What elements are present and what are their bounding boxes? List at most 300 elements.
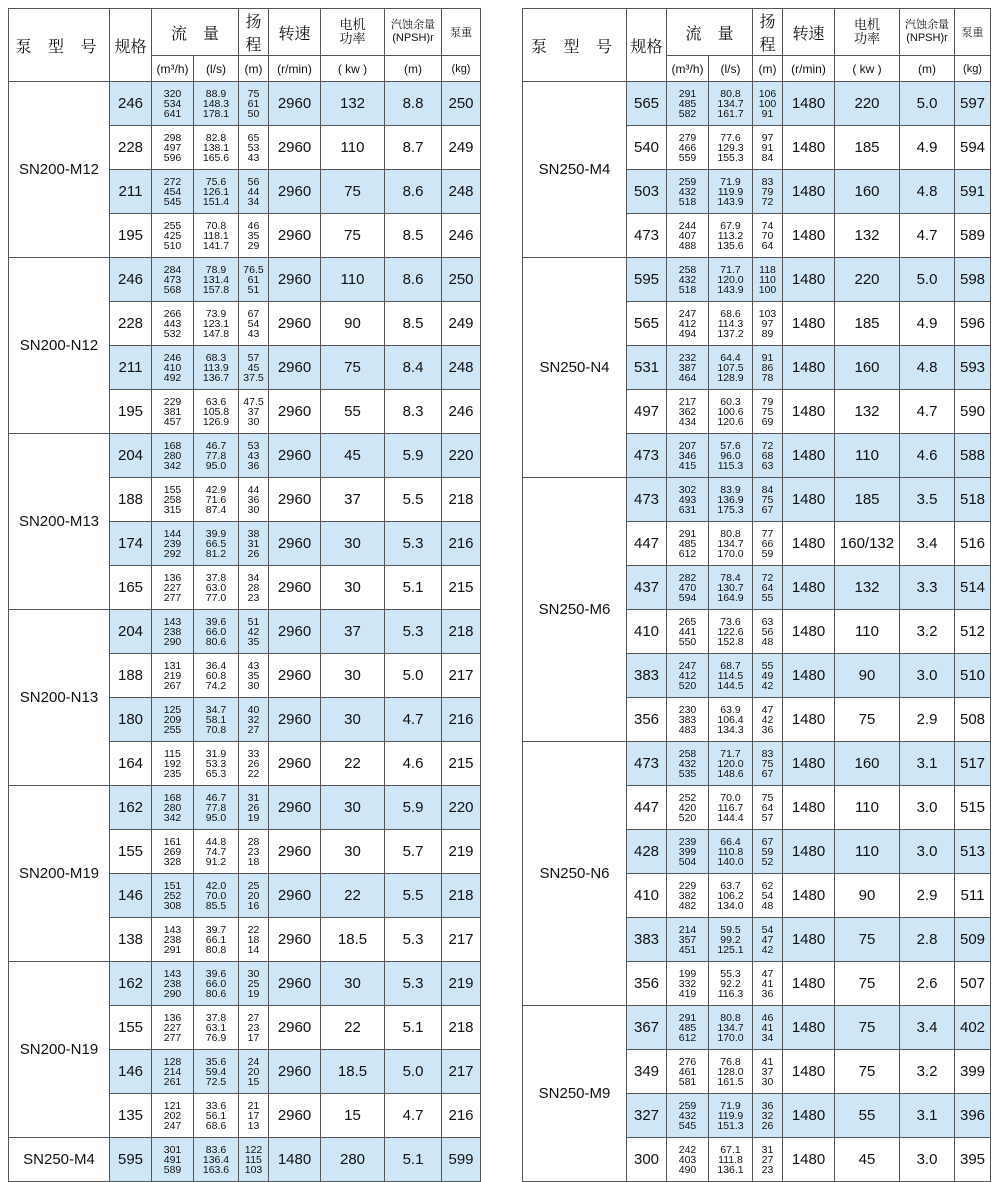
flow-m3h-cell-value: 532: [163, 327, 182, 340]
head-cell-value: 38: [247, 527, 260, 540]
motor-power-cell: 160: [835, 170, 900, 214]
flow-ls-cell-value: 63.1: [205, 1021, 227, 1034]
speed-cell: 1480: [783, 1094, 835, 1138]
flow-m3h-cell-value: 217: [678, 395, 697, 408]
flow-ls-cell-value: 66.5: [205, 537, 227, 550]
pump-model-cell: SN250-M4: [9, 1138, 110, 1182]
weight-cell: 218: [442, 610, 481, 654]
head-cell-value: 31: [761, 1143, 774, 1156]
flow-ls-cell: [194, 610, 239, 654]
flow-m3h-cell-value: 227: [163, 581, 182, 594]
flow-ls-cell: [194, 918, 239, 962]
npsh-cell: 8.7: [385, 126, 442, 170]
npsh-cell: 3.0: [900, 786, 955, 830]
head-cell: [239, 390, 269, 434]
spec-cell: 180: [110, 698, 152, 742]
col-spec-header: 规格: [627, 9, 667, 82]
weight-cell: 517: [955, 742, 991, 786]
weight-cell: 516: [955, 522, 991, 566]
head-cell-value: 13: [247, 1119, 260, 1132]
flow-m3h-cell-value: 432: [678, 1109, 697, 1122]
flow-m3h-cell-value: 238: [163, 625, 182, 638]
col-model-header: 泵 型 号: [523, 9, 627, 82]
head-cell: [753, 522, 783, 566]
flow-ls-cell: [194, 346, 239, 390]
flow-m3h-cell-value: 261: [163, 1075, 182, 1088]
speed-cell: 1480: [783, 918, 835, 962]
head-cell-value: 17: [247, 1031, 260, 1044]
table-row: [9, 786, 481, 830]
motor-power-cell: 30: [321, 566, 385, 610]
weight-cell: 246: [442, 390, 481, 434]
flow-m3h-cell-value: 259: [678, 175, 697, 188]
flow-ls-cell-value: 76.9: [205, 1031, 227, 1044]
flow-m3h-cell: [667, 434, 709, 478]
flow-ls-cell-value: 70.8: [205, 219, 227, 232]
flow-ls-cell-value: 175.3: [717, 503, 744, 516]
head-cell-value: 27: [247, 723, 260, 736]
spec-cell: 211: [110, 346, 152, 390]
flow-ls-cell-value: 129.3: [717, 141, 744, 154]
flow-m3h-cell-value: 412: [678, 317, 697, 330]
flow-ls-cell-value: 148.6: [717, 767, 744, 780]
spec-cell: 195: [110, 214, 152, 258]
npsh-cell: 5.5: [385, 478, 442, 522]
flow-ls-cell-value: 134.7: [717, 537, 744, 550]
flow-ls-cell-value: 115.3: [717, 459, 744, 472]
head-cell-value: 33: [247, 747, 260, 760]
npsh-cell: 5.0: [385, 654, 442, 698]
flow-m3h-cell-value: 387: [678, 361, 697, 374]
npsh-cell: 4.8: [900, 170, 955, 214]
motor-power-cell: 22: [321, 1006, 385, 1050]
flow-ls-cell: [709, 830, 753, 874]
flow-m3h-cell-value: 485: [678, 537, 697, 550]
head-cell-value: 67: [761, 835, 774, 848]
col-weight-header: 泵重: [442, 9, 481, 56]
flow-ls-cell-value: 119.9: [717, 1109, 744, 1122]
flow-m3h-cell-value: 151: [163, 879, 182, 892]
table-row: [523, 82, 991, 126]
col-motor-unit: ( kw ): [321, 56, 385, 82]
npsh-cell: 3.1: [900, 1094, 955, 1138]
flow-ls-cell-value: 113.9: [203, 361, 229, 374]
flow-m3h-cell-value: 202: [163, 1109, 182, 1122]
speed-cell: 1480: [783, 346, 835, 390]
head-cell-value: 118: [759, 263, 776, 276]
flow-m3h-cell-value: 594: [678, 591, 697, 604]
head-cell: [239, 478, 269, 522]
flow-ls-cell: [709, 1006, 753, 1050]
speed-cell: 1480: [783, 478, 835, 522]
flow-ls-cell-value: 68.6: [720, 307, 741, 320]
weight-cell: 216: [442, 1094, 481, 1138]
head-cell-value: 36: [761, 987, 774, 1000]
flow-ls-cell-value: 143.9: [717, 195, 744, 208]
flow-ls-cell-value: 135.6: [717, 239, 744, 252]
flow-ls-cell-value: 157.8: [202, 283, 230, 296]
weight-cell: 594: [955, 126, 991, 170]
flow-m3h-cell-value: 209: [163, 713, 182, 726]
flow-m3h-cell: [667, 522, 709, 566]
head-cell: [239, 962, 269, 1006]
flow-m3h-cell-value: 219: [163, 669, 182, 682]
flow-m3h-cell: [667, 258, 709, 302]
spec-cell: 437: [627, 566, 667, 610]
motor-power-cell: 15: [321, 1094, 385, 1138]
head-cell-value: 23: [761, 1163, 774, 1176]
head-cell-value: 75: [761, 493, 774, 506]
flow-m3h-cell-value: 342: [163, 459, 182, 472]
flow-m3h-cell-value: 258: [678, 263, 697, 276]
spec-cell: 349: [627, 1050, 667, 1094]
flow-m3h-cell-value: 280: [163, 449, 182, 462]
flow-ls-cell-value: 147.8: [202, 327, 230, 340]
flow-m3h-cell: [152, 1050, 194, 1094]
flow-ls-cell-value: 39.9: [205, 527, 227, 540]
flow-m3h-cell-value: 298: [163, 131, 182, 144]
weight-cell: 509: [955, 918, 991, 962]
flow-m3h-cell-value: 420: [678, 801, 697, 814]
flow-m3h-cell-value: 492: [163, 371, 182, 384]
flow-m3h-cell-value: 143: [163, 615, 182, 628]
flow-ls-cell-value: 70.8: [205, 723, 227, 736]
speed-cell: 2960: [269, 874, 321, 918]
head-cell-value: 106: [758, 87, 777, 100]
flow-ls-cell: [194, 654, 239, 698]
flow-ls-cell: [709, 522, 753, 566]
table-row: [9, 258, 481, 302]
spec-cell: 195: [110, 390, 152, 434]
flow-ls-cell-value: 39.6: [205, 615, 227, 628]
speed-cell: 1480: [783, 170, 835, 214]
flow-m3h-cell-value: 470: [678, 581, 697, 594]
spec-cell: 228: [110, 302, 152, 346]
head-cell: [753, 1138, 783, 1182]
col-motor-header: 电机 功率: [321, 9, 385, 56]
flow-ls-cell-value: 151.4: [202, 195, 230, 208]
speed-cell: 2960: [269, 742, 321, 786]
head-cell-value: 40: [247, 703, 260, 716]
head-cell-value: 43: [247, 151, 260, 164]
head-cell: [239, 610, 269, 654]
head-cell: [753, 390, 783, 434]
flow-ls-cell-value: 80.8: [720, 87, 741, 100]
head-cell-value: 30: [247, 415, 260, 428]
head-cell: [753, 258, 783, 302]
motor-power-cell: 90: [321, 302, 385, 346]
flow-m3h-cell-value: 631: [678, 503, 697, 516]
flow-m3h-cell: [152, 654, 194, 698]
head-cell-value: 43: [247, 659, 260, 672]
npsh-cell: 5.7: [385, 830, 442, 874]
flow-m3h-cell-value: 342: [163, 811, 182, 824]
head-cell: [753, 126, 783, 170]
head-cell-value: 83: [761, 747, 774, 760]
flow-m3h-cell-value: 493: [678, 493, 697, 506]
head-cell-value: 103: [244, 1163, 263, 1176]
head-cell-value: 83: [761, 175, 774, 188]
motor-power-cell: 110: [321, 258, 385, 302]
weight-cell: 218: [442, 478, 481, 522]
head-cell-value: 74: [761, 219, 774, 232]
speed-cell: 2960: [269, 610, 321, 654]
npsh-cell: 3.4: [900, 1006, 955, 1050]
head-cell: [239, 918, 269, 962]
col-head-unit: (m): [239, 56, 269, 82]
flow-m3h-cell-value: 485: [678, 1021, 697, 1034]
npsh-cell: 5.3: [385, 522, 442, 566]
weight-cell: 216: [442, 698, 481, 742]
flow-m3h-cell: [667, 698, 709, 742]
flow-m3h-cell-value: 483: [678, 723, 697, 736]
flow-m3h-cell: [667, 346, 709, 390]
flow-m3h-cell-value: 277: [163, 591, 182, 604]
motor-power-cell: 110: [321, 126, 385, 170]
flow-m3h-cell-value: 535: [678, 767, 697, 780]
head-cell-value: 26: [761, 1119, 774, 1132]
flow-ls-cell-value: 58.1: [205, 713, 227, 726]
flow-m3h-cell: [152, 742, 194, 786]
flow-ls-cell-value: 144.5: [717, 679, 744, 692]
flow-ls-cell-value: 128.0: [717, 1065, 744, 1078]
table-row: [523, 1006, 991, 1050]
spec-cell: 356: [627, 698, 667, 742]
flow-m3h-cell: [152, 610, 194, 654]
head-cell: [753, 1050, 783, 1094]
flow-m3h-cell-value: 457: [163, 415, 182, 428]
head-cell-value: 26: [247, 547, 260, 560]
head-cell-value: 25: [247, 977, 260, 990]
flow-ls-cell-value: 80.8: [720, 527, 741, 540]
flow-m3h-cell: [667, 874, 709, 918]
pump-model-cell: SN250-N4: [523, 258, 627, 478]
spec-cell: 428: [627, 830, 667, 874]
flow-ls-cell: [194, 170, 239, 214]
flow-ls-cell-value: 151.3: [717, 1119, 744, 1132]
speed-cell: 2960: [269, 390, 321, 434]
flow-ls-cell: [709, 214, 753, 258]
head-cell-value: 62: [761, 879, 774, 892]
flow-m3h-cell-value: 612: [678, 1031, 697, 1044]
col-motor-header: 电机 功率: [835, 9, 900, 56]
head-cell-value: 32: [761, 1109, 774, 1122]
flow-m3h-cell-value: 381: [163, 405, 182, 418]
npsh-cell: 8.5: [385, 214, 442, 258]
flow-m3h-cell-value: 291: [678, 87, 697, 100]
flow-m3h-cell-value: 518: [678, 283, 697, 296]
flow-m3h-cell-value: 545: [163, 195, 182, 208]
flow-ls-cell-value: 80.8: [205, 943, 227, 956]
head-cell: [239, 1050, 269, 1094]
npsh-cell: 4.7: [900, 214, 955, 258]
head-cell: [753, 786, 783, 830]
flow-ls-cell-value: 39.6: [205, 967, 227, 980]
flow-ls-cell-value: 155.3: [717, 151, 744, 164]
flow-ls-cell-value: 134.0: [717, 899, 744, 912]
motor-power-cell: 75: [835, 918, 900, 962]
weight-cell: 216: [442, 522, 481, 566]
flow-m3h-cell: [152, 1138, 194, 1182]
spec-cell: 540: [627, 126, 667, 170]
head-cell: [239, 698, 269, 742]
speed-cell: 1480: [783, 214, 835, 258]
col-head-unit: (m): [753, 56, 783, 82]
head-cell-value: 78: [761, 371, 774, 384]
motor-power-cell: 30: [321, 654, 385, 698]
motor-power-cell: 280: [321, 1138, 385, 1182]
flow-ls-cell-value: 67.1: [720, 1143, 741, 1156]
pump-model-cell: SN200-M13: [9, 434, 110, 610]
npsh-cell: 3.0: [900, 1138, 955, 1182]
weight-cell: 219: [442, 962, 481, 1006]
flow-ls-cell-value: 113.2: [717, 229, 744, 242]
spec-cell: 174: [110, 522, 152, 566]
flow-m3h-cell: [152, 390, 194, 434]
weight-cell: 250: [442, 258, 481, 302]
flow-ls-cell-value: 44.8: [205, 835, 227, 848]
npsh-cell: 5.5: [385, 874, 442, 918]
head-cell-value: 22: [247, 923, 260, 936]
flow-ls-cell: [194, 1094, 239, 1138]
head-cell-value: 57: [247, 351, 260, 364]
spec-cell: 473: [627, 214, 667, 258]
flow-m3h-cell-value: 559: [678, 151, 697, 164]
col-head-header: 扬程: [239, 9, 269, 56]
flow-ls-cell-value: 118.1: [203, 229, 229, 242]
head-cell-value: 46: [247, 219, 260, 232]
head-cell-value: 47: [761, 967, 774, 980]
flow-ls-cell-value: 138.1: [202, 141, 230, 154]
flow-ls-cell-value: 70.0: [205, 889, 227, 902]
head-cell: [753, 830, 783, 874]
table-row: [9, 1138, 481, 1182]
head-cell-value: 75: [247, 87, 260, 100]
head-cell-value: 110: [759, 273, 776, 286]
speed-cell: 1480: [783, 654, 835, 698]
head-cell-value: 36: [247, 459, 260, 472]
head-cell-value: 41: [761, 1021, 774, 1034]
flow-ls-cell: [194, 962, 239, 1006]
motor-power-cell: 110: [835, 786, 900, 830]
flow-m3h-cell-value: 399: [678, 845, 697, 858]
head-cell-value: 43: [247, 449, 260, 462]
spec-cell: 473: [627, 742, 667, 786]
head-cell: [753, 918, 783, 962]
motor-power-cell: 30: [321, 698, 385, 742]
head-cell-value: 64: [761, 801, 774, 814]
speed-cell: 1480: [269, 1138, 321, 1182]
col-model-header: 泵 型 号: [9, 9, 110, 82]
flow-ls-cell-value: 42.9: [205, 483, 227, 496]
flow-ls-cell-value: 76.8: [720, 1055, 741, 1068]
flow-ls-cell-value: 63.0: [205, 581, 227, 594]
flow-m3h-cell-value: 461: [678, 1065, 697, 1078]
head-cell-value: 57: [761, 811, 774, 824]
head-cell-value: 53: [247, 141, 260, 154]
spec-cell: 246: [110, 82, 152, 126]
speed-cell: 1480: [783, 830, 835, 874]
flow-ls-cell-value: 110.8: [717, 845, 744, 858]
head-cell-value: 48: [761, 635, 774, 648]
flow-ls-cell-value: 66.4: [720, 835, 741, 848]
head-cell-value: 84: [761, 151, 774, 164]
flow-m3h-cell-value: 272: [163, 175, 182, 188]
flow-m3h-cell-value: 434: [678, 415, 697, 428]
flow-m3h-cell: [152, 830, 194, 874]
head-cell: [239, 434, 269, 478]
head-cell-value: 84: [761, 483, 774, 496]
flow-ls-cell-value: 71.6: [205, 493, 227, 506]
flow-ls-cell-value: 136.7: [202, 371, 230, 384]
flow-m3h-cell: [152, 698, 194, 742]
flow-ls-cell-value: 126.1: [202, 185, 230, 198]
weight-cell: 249: [442, 126, 481, 170]
flow-m3h-cell-value: 247: [678, 307, 697, 320]
npsh-cell: 8.6: [385, 170, 442, 214]
npsh-cell: 3.0: [900, 654, 955, 698]
flow-ls-cell-value: 87.4: [205, 503, 227, 516]
weight-cell: 596: [955, 302, 991, 346]
flow-m3h-cell-value: 282: [678, 571, 697, 584]
flow-ls-cell-value: 71.7: [720, 263, 741, 276]
head-cell-value: 61: [247, 273, 260, 286]
flow-m3h-cell-value: 269: [163, 845, 182, 858]
head-cell-value: 19: [247, 811, 260, 824]
flow-m3h-cell-value: 229: [163, 395, 182, 408]
head-cell: [239, 1094, 269, 1138]
head-cell-value: 63: [761, 459, 774, 472]
col-speed-header: 转速: [269, 9, 321, 56]
speed-cell: 2960: [269, 170, 321, 214]
head-cell-value: 46: [761, 1011, 774, 1024]
weight-cell: 218: [442, 874, 481, 918]
flow-m3h-cell-value: 488: [678, 239, 697, 252]
motor-power-cell: 37: [321, 478, 385, 522]
motor-power-cell: 18.5: [321, 1050, 385, 1094]
pump-spec-table-right: [522, 8, 991, 1182]
flow-ls-cell: [194, 390, 239, 434]
flow-m3h-cell-value: 115: [164, 747, 181, 760]
flow-ls-cell: [709, 434, 753, 478]
flow-m3h-cell: [152, 346, 194, 390]
flow-ls-cell-value: 134.7: [717, 97, 744, 110]
flow-ls-cell-value: 125.1: [717, 943, 744, 956]
head-cell-value: 35: [247, 669, 260, 682]
flow-m3h-cell-value: 131: [163, 659, 182, 672]
head-cell-value: 20: [247, 889, 260, 902]
flow-m3h-cell-value: 550: [678, 635, 697, 648]
flow-ls-cell: [709, 170, 753, 214]
flow-ls-cell-value: 88.9: [205, 87, 227, 100]
flow-ls-cell: [194, 478, 239, 522]
flow-m3h-cell-value: 259: [678, 1099, 697, 1112]
head-cell-value: 72: [761, 195, 774, 208]
head-cell-value: 34: [247, 571, 260, 584]
flow-m3h-cell-value: 383: [678, 713, 697, 726]
head-cell-value: 97: [761, 317, 774, 330]
npsh-cell: 4.7: [385, 698, 442, 742]
flow-ls-cell-value: 53.3: [205, 757, 227, 770]
flow-m3h-cell-value: 482: [678, 899, 697, 912]
flow-m3h-cell-value: 301: [163, 1143, 182, 1156]
flow-m3h-cell-value: 214: [163, 1065, 182, 1078]
spec-cell: 503: [627, 170, 667, 214]
speed-cell: 2960: [269, 962, 321, 1006]
flow-m3h-cell-value: 238: [163, 933, 182, 946]
flow-m3h-cell-value: 485: [678, 97, 697, 110]
spec-cell: 246: [110, 258, 152, 302]
